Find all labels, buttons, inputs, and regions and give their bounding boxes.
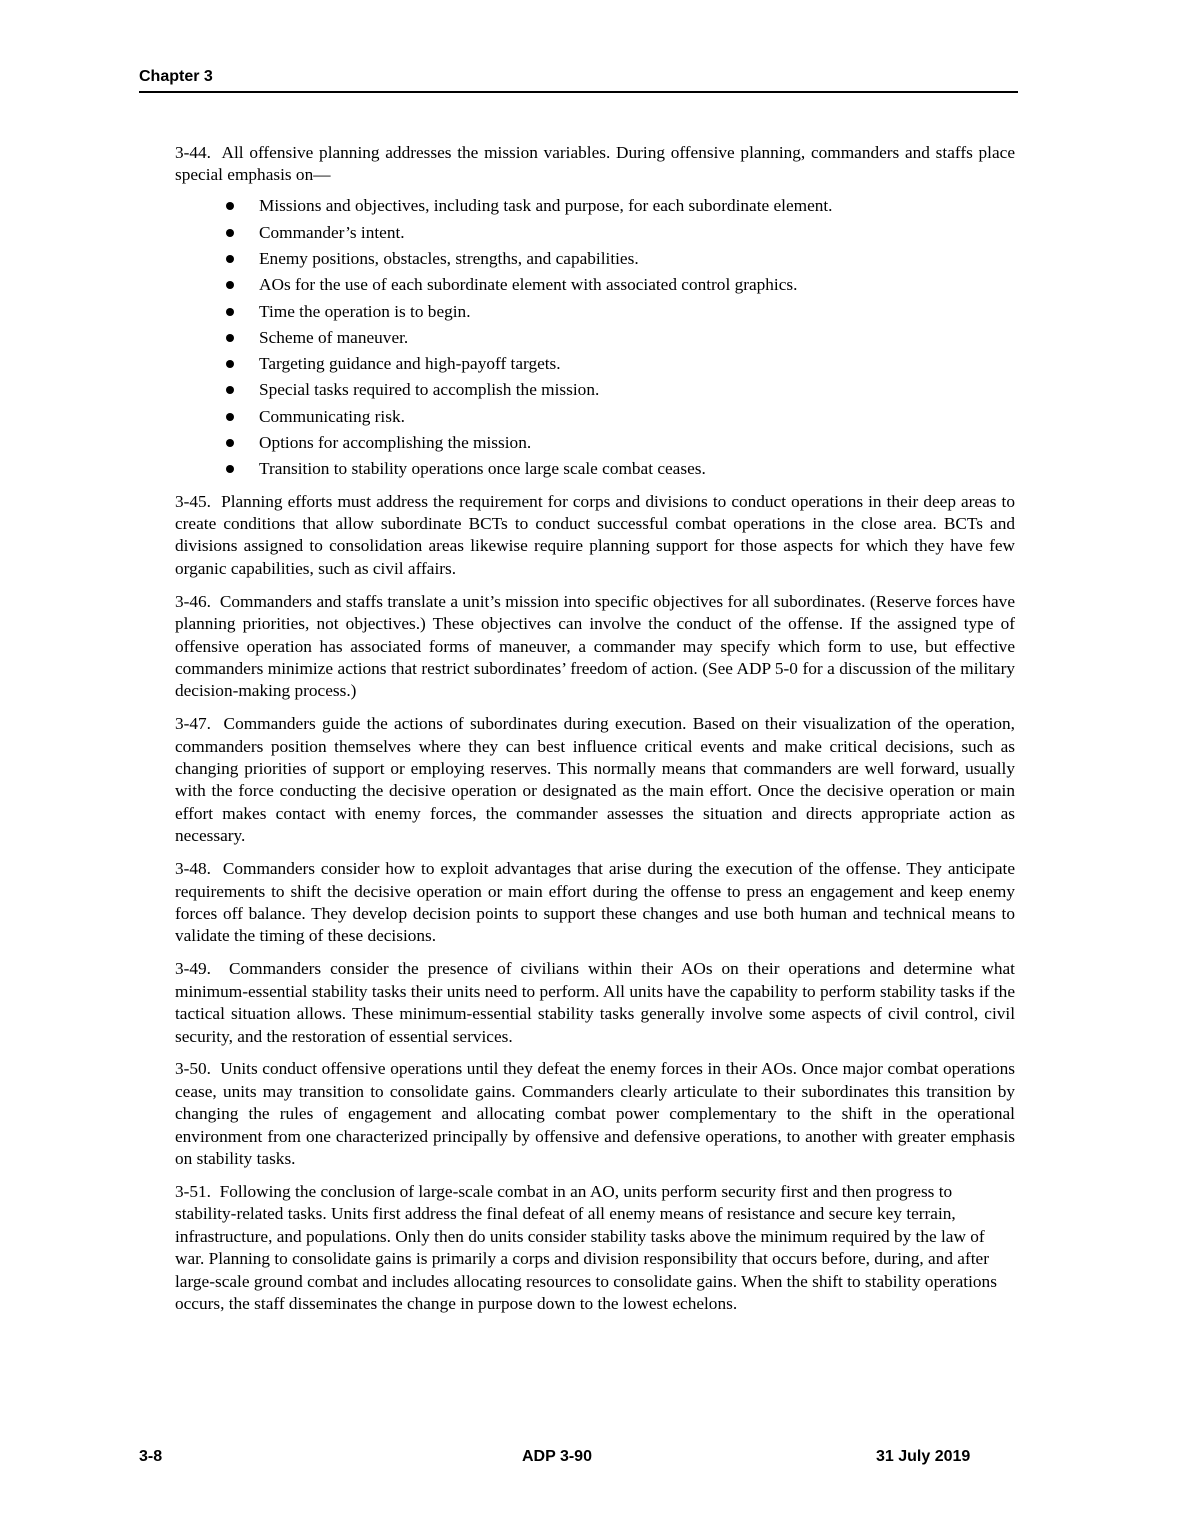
paragraph-3-44: 3-44. All offensive planning addresses the mission variables. During offensive planning, commanders and staffs place special emphasis on— bbox=[175, 143, 1015, 185]
paragraph-3-45: 3-45. Planning efforts must address the requirement for corps and divisions to conduct operations in their deep areas to create conditions that allow subordinate BCTs to conduct successful combat operations in the close area. BCTs and divisions assigned to consolidation areas likewise require planning support for those aspects for which they have few organic capabilities, such as civil affairs. bbox=[175, 491, 1015, 578]
footer-page-number: 3-8 bbox=[139, 1448, 163, 1465]
list-item bbox=[226, 272, 1015, 298]
list-item-text: Communicating risk. bbox=[259, 406, 405, 426]
chapter-header: Chapter 3 bbox=[139, 68, 213, 85]
bullet-icon bbox=[226, 465, 234, 473]
list-item-text: Options for accomplishing the mission. bbox=[259, 432, 532, 452]
bullet-icon bbox=[226, 281, 234, 289]
bullet-icon bbox=[226, 308, 234, 316]
bullet-icon bbox=[226, 439, 234, 447]
footer-publication: ADP 3-90 bbox=[522, 1448, 592, 1465]
paragraph-3-46: 3-46. Commanders and staffs translate a unit’s mission into specific objectives for all subordinates. (Reserve forces have planning priorities, not objectives.) These objectives can involve the conduct of the offense. If the assigned type of offensive operation has associated forms of maneuver, a commander may specify which form to use, but effective commanders minimize actions that restrict subordinates’ freedom of action. (See ADP 5-0 for a discussion of the military decision-making process.) bbox=[175, 591, 1015, 701]
list-item bbox=[226, 246, 1015, 272]
list-item bbox=[226, 193, 1015, 219]
list-item-text: Time the operation is to begin. bbox=[259, 301, 471, 321]
footer-date: 31 July 2019 bbox=[876, 1448, 971, 1465]
list-item-text: Scheme of maneuver. bbox=[259, 327, 409, 347]
bullet-icon bbox=[226, 386, 234, 394]
list-item-text: Commander’s intent. bbox=[259, 222, 405, 242]
bullet-icon bbox=[226, 229, 234, 237]
paragraph-3-47: 3-47. Commanders guide the actions of subordinates during execution. Based on their visualization of the operation, commanders position themselves where they can best influence critical events and make critical decisions, such as changing priorities of support or employing reserves. This normally means that commanders are well forward, usually with the force conducting the decisive operation or designated as the main effort. Once the decisive operation or main effort makes contact with enemy forces, the commander assesses the situation and directs appropriate action as necessary. bbox=[175, 714, 1015, 846]
list-item-text: Transition to stability operations once large scale combat ceases. bbox=[259, 459, 706, 479]
list-item bbox=[226, 377, 1015, 403]
header-rule bbox=[139, 91, 1018, 93]
list-item bbox=[226, 325, 1015, 351]
bullet-icon bbox=[226, 334, 234, 342]
bullet-icon bbox=[226, 255, 234, 263]
body-text bbox=[175, 142, 1015, 1326]
emphasis-list bbox=[175, 193, 1015, 482]
paragraph-3-48: 3-48. Commanders consider how to exploit advantages that arise during the execution of the offense. They anticipate requirements to shift the decisive operation or main effort during the offense to press an engagement and keep enemy forces off balance. They develop decision points to support these changes and use both human and technical means to validate the timing of these decisions. bbox=[175, 859, 1015, 946]
list-item bbox=[226, 351, 1015, 377]
bullet-icon bbox=[226, 360, 234, 368]
list-item-text: Targeting guidance and high-payoff targets. bbox=[259, 354, 561, 374]
list-item bbox=[226, 430, 1015, 456]
paragraph-3-49: 3-49. Commanders consider the presence of civilians within their AOs on their operations and determine what minimum-essential stability tasks their units need to perform. All units have the capability to perform stability tasks if the tactical situation allows. These minimum-essential stability tasks generally involve some aspects of civil control, civil security, and the restoration of essential services. bbox=[175, 959, 1015, 1046]
list-item bbox=[226, 299, 1015, 325]
paragraph-3-51: 3-51. Following the conclusion of large-scale combat in an AO, units perform security first and then progress to stability-related tasks. Units first address the final defeat of all enemy means of resistance and secure key terrain, infrastructure, and populations. Only then do units consider stability tasks above the minimum required by the law of war. Planning to consolidate gains is primarily a corps and division responsibility that occurs before, during, and after large-scale ground combat and includes allocating resources to consolidate gains. When the shift to stability operations occurs, the staff disseminates the change in purpose down to the lowest echelons. bbox=[175, 1181, 997, 1313]
list-item-text: Enemy positions, obstacles, strengths, and capabilities. bbox=[259, 248, 639, 268]
paragraph-3-50: 3-50. Units conduct offensive operations until they defeat the enemy forces in their AOs. Once major combat operations cease, units may transition to consolidate gains. Commanders clearly articulate to their subordinates this transition by changing the rules of engagement and allocating combat power complementary to the shift in the operational environment from one characterized principally by offensive and defensive operations, to another with greater emphasis on stability tasks. bbox=[175, 1059, 1015, 1169]
list-item bbox=[226, 220, 1015, 246]
list-item-text: AOs for the use of each subordinate element with associated control graphics. bbox=[259, 275, 798, 295]
list-item-text: Special tasks required to accomplish the mission. bbox=[259, 380, 600, 400]
list-item bbox=[226, 404, 1015, 430]
bullet-icon bbox=[226, 202, 234, 210]
list-item bbox=[226, 456, 1015, 482]
list-item-text: Missions and objectives, including task and purpose, for each subordinate element. bbox=[259, 196, 833, 216]
bullet-icon bbox=[226, 413, 234, 421]
